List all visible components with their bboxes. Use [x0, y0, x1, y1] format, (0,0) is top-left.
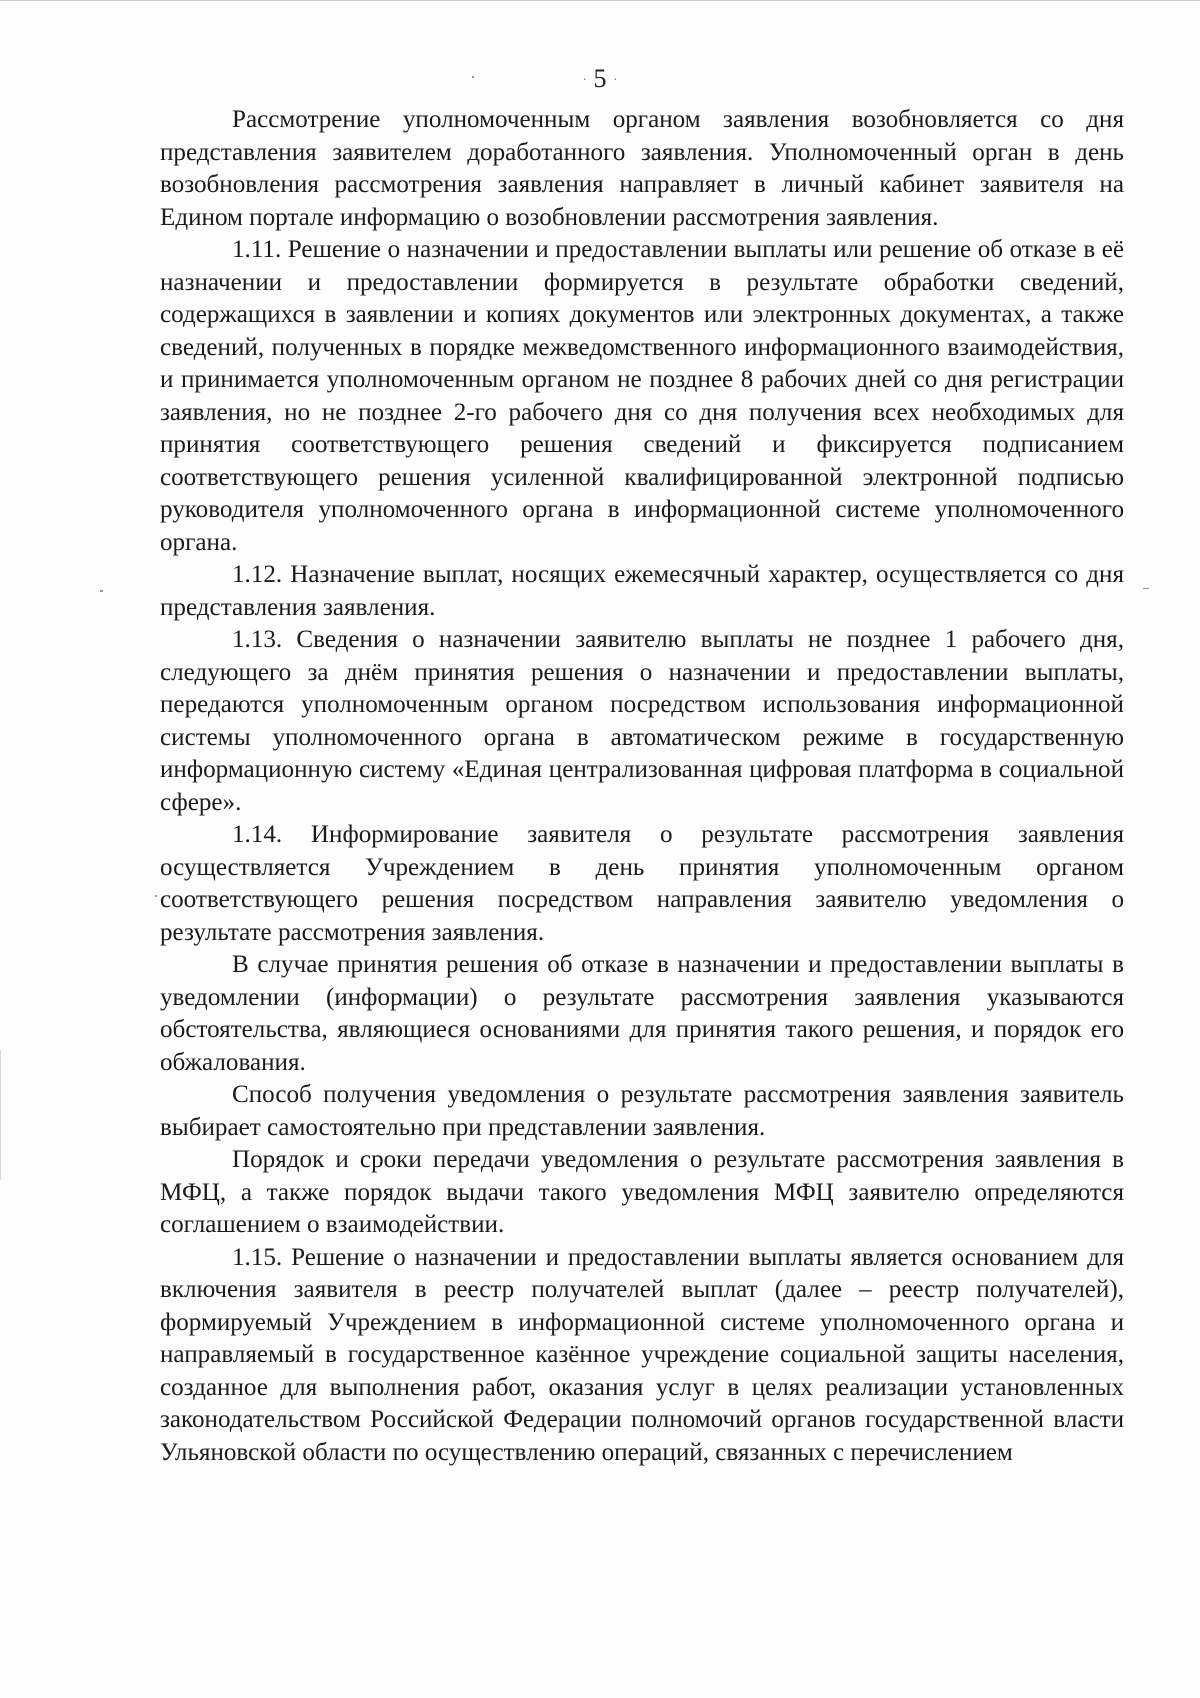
scan-dot-left: ·	[582, 73, 587, 89]
document-body	[160, 104, 1124, 1469]
paragraph-mfc-procedure: Порядок и сроки передачи уведомления о результате рассмотрения заявления в МФЦ, а также порядок выдачи такого уведомления МФЦ заявителю определяются соглашением о взаимодействии.	[160, 1146, 1124, 1238]
scan-edge-mark	[0, 1050, 1, 1180]
scan-edge-line	[0, 0, 1200, 1]
scan-speck	[472, 76, 474, 78]
page-number-value: 5	[593, 64, 607, 93]
scan-speck	[100, 590, 103, 592]
paragraph-1-12: 1.12. Назначение выплат, носящих ежемесячный характер, осуществляется со дня представления заявления.	[160, 561, 1124, 621]
paragraph-refusal-case: В случае принятия решения об отказе в назначении и предоставлении выплаты в уведомлении (информации) о результате рассмотрения заявления указываются обстоятельства, являющиеся основаниями для принятия такого решения, и порядок его обжалования.	[160, 951, 1124, 1076]
paragraph-1-14: 1.14. Информирование заявителя о результате рассмотрения заявления осуществляется Учреждением в день принятия уполномоченным органом соответствующего решения посредством направления заявителю уведомления о результате рассмотрения заявления.	[160, 821, 1124, 946]
paragraph-resumption: Рассмотрение уполномоченным органом заявления возобновляется со дня представления заявителем доработанного заявления. Уполномоченный орган в день возобновления рассмотрения заявления направляет в личный кабинет заявителя на Едином портале информацию о возобновлении рассмотрения заявления.	[160, 106, 1124, 231]
scan-speck	[1143, 588, 1149, 589]
paragraph-1-11: 1.11. Решение о назначении и предоставлении выплаты или решение об отказе в её назначении и предоставлении формируется в результате обработки сведений, содержащихся в заявлении и копиях документов или электронных документах, а также сведений, полученных в порядке межведомственного информационного взаимодействия, и принимается уполномоченным органом не позднее 8 рабочих дней со дня регистрации заявления, но не позднее 2-го рабочего дня со дня получения всех необходимых для принятия соответствующего решения сведений и фиксируется подписанием соответствующего решения усиленной квалифицированной электронной подписью руководителя уполномоченного органа в информационной системе уполномоченного органа.	[160, 236, 1124, 556]
scan-dot-right: ·	[613, 73, 618, 89]
paragraph-notification-method: Способ получения уведомления о результате рассмотрения заявления заявитель выбирает самостоятельно при представлении заявления.	[160, 1081, 1124, 1141]
page-number	[560, 64, 640, 94]
paragraph-1-13: 1.13. Сведения о назначении заявителю выплаты не позднее 1 рабочего дня, следующего за днём принятия решения о назначении и предоставлении выплаты, передаются уполномоченным органом посредством использования информационной системы уполномоченного органа в автоматическом режиме в государственную информационную систему «Единая централизованная цифровая платформа в социальной сфере».	[160, 626, 1124, 816]
scan-speck	[155, 895, 157, 897]
paragraph-1-15: 1.15. Решение о назначении и предоставлении выплаты является основанием для включения заявителя в реестр получателей выплат (далее – реестр получателей), формируемый Учреждением в информационной системе уполномоченного органа и направляемый в государственное казённое учреждение социальной защиты населения, созданное для выполнения работ, оказания услуг в целях реализации установленных законодательством Российской Федерации полномочий органов государственной власти Ульяновской области по осуществлению операций, связанных с перечислением	[160, 1243, 1124, 1466]
